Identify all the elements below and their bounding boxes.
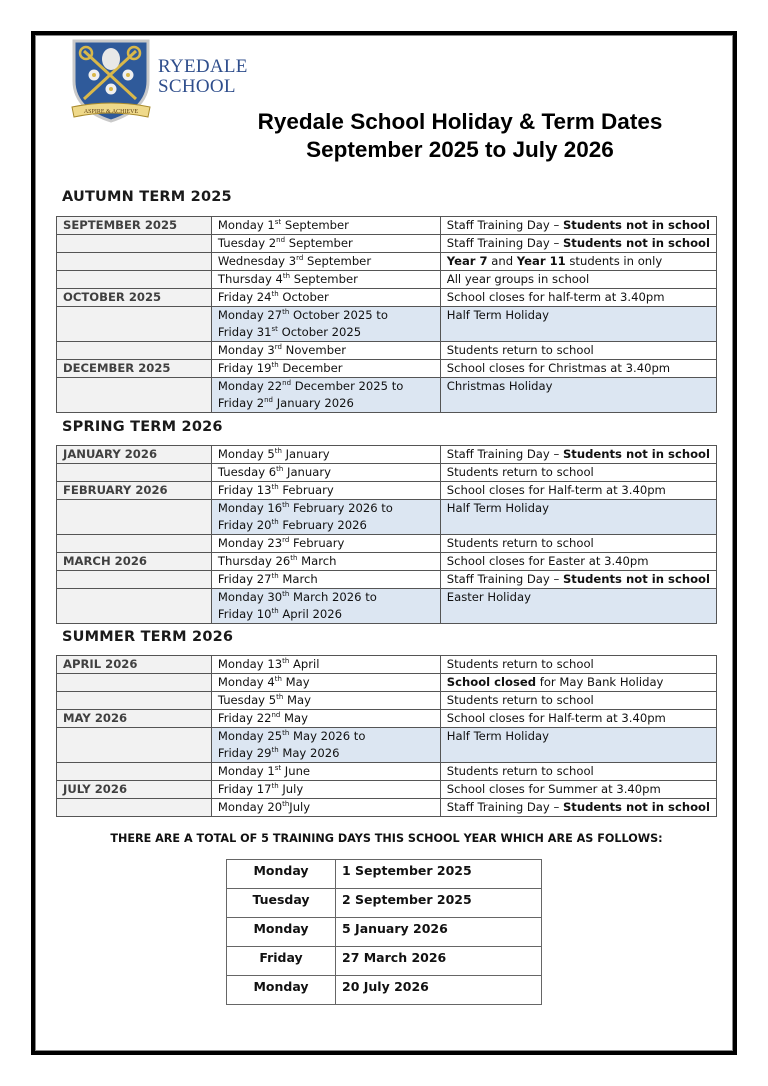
table-row [57,763,717,781]
date-cell: Monday 20thJuly [211,799,440,817]
month-cell [57,571,212,589]
holiday-row [57,589,717,624]
table-row [57,710,717,728]
description-cell: Students return to school [440,535,716,553]
training-days-summary: THERE ARE A TOTAL OF 5 TRAINING DAYS THIS SCHOOL YEAR WHICH ARE AS FOLLOWS: [110,832,663,845]
training-day: Monday [227,918,336,947]
date-cell: Tuesday 5th May [211,692,440,710]
month-cell [57,728,212,763]
description-cell: School closes for half-term at 3.40pm [440,289,716,307]
description-cell: Staff Training Day – Students not in school [440,446,716,464]
description-cell: Students return to school [440,656,716,674]
month-cell [57,271,212,289]
training-days-table [226,859,542,1005]
description-cell: Christmas Holiday [440,378,716,413]
table-row [57,446,717,464]
date-cell: Tuesday 2nd September [211,235,440,253]
page-title [240,108,680,164]
table-row [57,482,717,500]
school-logo [70,37,250,127]
table-row [57,553,717,571]
table-row [57,235,717,253]
month-cell: SEPTEMBER 2025 [57,217,212,235]
month-cell [57,535,212,553]
title-line1: Ryedale School Holiday & Term Dates [257,109,663,134]
date-cell: Monday 16th February 2026 to Friday 20th February 2026 [211,500,440,535]
date-cell: Monday 25th May 2026 to Friday 29th May 2026 [211,728,440,763]
description-cell: Staff Training Day – Students not in school [440,571,716,589]
month-cell: JULY 2026 [57,781,212,799]
month-cell: DECEMBER 2025 [57,360,212,378]
term-heading-summer: SUMMER TERM 2026 [62,629,234,645]
description-cell: Half Term Holiday [440,728,716,763]
month-cell [57,799,212,817]
description-cell: Students return to school [440,763,716,781]
training-date: 2 September 2025 [336,889,542,918]
term-heading-spring: SPRING TERM 2026 [62,419,223,435]
training-day: Monday [227,860,336,889]
training-day: Monday [227,976,336,1005]
date-cell: Friday 13th February [211,482,440,500]
school-name-line1: RYEDALE [158,56,248,77]
training-row [227,976,542,1005]
description-cell: Students return to school [440,342,716,360]
month-cell [57,500,212,535]
month-cell: APRIL 2026 [57,656,212,674]
school-name-line2: SCHOOL [158,76,236,97]
month-cell: JANUARY 2026 [57,446,212,464]
date-cell: Monday 5th January [211,446,440,464]
description-cell: School closes for Easter at 3.40pm [440,553,716,571]
table-row [57,799,717,817]
date-cell: Friday 24th October [211,289,440,307]
month-cell [57,253,212,271]
month-cell: OCTOBER 2025 [57,289,212,307]
description-cell: School closes for Half-term at 3.40pm [440,482,716,500]
school-crest-icon [70,37,152,125]
holiday-row [57,307,717,342]
description-cell: School closes for Half-term at 3.40pm [440,710,716,728]
description-cell: All year groups in school [440,271,716,289]
table-row [57,271,717,289]
holiday-row [57,728,717,763]
date-cell: Monday 23rd February [211,535,440,553]
table-row [57,360,717,378]
month-cell [57,464,212,482]
date-cell: Monday 1st June [211,763,440,781]
month-cell [57,378,212,413]
month-cell: MARCH 2026 [57,553,212,571]
month-cell [57,342,212,360]
spring-term-table [56,445,717,624]
training-row [227,947,542,976]
autumn-term-table [56,216,717,413]
description-cell: School closed for May Bank Holiday [440,674,716,692]
date-cell: Monday 13th April [211,656,440,674]
table-row [57,289,717,307]
date-cell: Friday 22nd May [211,710,440,728]
description-cell: Half Term Holiday [440,307,716,342]
month-cell [57,235,212,253]
description-cell: Staff Training Day – Students not in school [440,799,716,817]
description-cell: Staff Training Day – Students not in school [440,235,716,253]
date-cell: Friday 27th March [211,571,440,589]
month-cell [57,307,212,342]
title-line2: September 2025 to July 2026 [306,137,614,162]
school-name [158,57,248,97]
date-cell: Monday 30th March 2026 to Friday 10th April 2026 [211,589,440,624]
month-cell [57,589,212,624]
training-day: Friday [227,947,336,976]
date-cell: Monday 1st September [211,217,440,235]
table-row [57,253,717,271]
date-cell: Monday 3rd November [211,342,440,360]
date-cell: Thursday 26th March [211,553,440,571]
date-cell: Thursday 4th September [211,271,440,289]
description-cell: Year 7 and Year 11 students in only [440,253,716,271]
holiday-row [57,378,717,413]
description-cell: Easter Holiday [440,589,716,624]
table-row [57,571,717,589]
month-cell [57,674,212,692]
table-row [57,692,717,710]
month-cell: FEBRUARY 2026 [57,482,212,500]
training-row [227,918,542,947]
training-day: Tuesday [227,889,336,918]
date-cell: Monday 27th October 2025 to Friday 31st October 2025 [211,307,440,342]
date-cell: Wednesday 3rd September [211,253,440,271]
table-row [57,674,717,692]
training-row [227,889,542,918]
date-cell: Monday 4th May [211,674,440,692]
description-cell: School closes for Summer at 3.40pm [440,781,716,799]
table-row [57,535,717,553]
table-row [57,342,717,360]
date-cell: Friday 19th December [211,360,440,378]
training-date: 5 January 2026 [336,918,542,947]
date-cell: Monday 22nd December 2025 to Friday 2nd January 2026 [211,378,440,413]
training-date: 1 September 2025 [336,860,542,889]
training-date: 27 March 2026 [336,947,542,976]
description-cell: Staff Training Day – Students not in school [440,217,716,235]
table-row [57,656,717,674]
month-cell [57,692,212,710]
description-cell: Half Term Holiday [440,500,716,535]
training-row [227,860,542,889]
description-cell: School closes for Christmas at 3.40pm [440,360,716,378]
motto-text: ASPIRE & ACHIEVE [83,109,139,115]
table-row [57,781,717,799]
month-cell [57,763,212,781]
holiday-row [57,500,717,535]
date-cell: Friday 17th July [211,781,440,799]
table-row [57,464,717,482]
summer-term-table [56,655,717,817]
month-cell: MAY 2026 [57,710,212,728]
table-row [57,217,717,235]
description-cell: Students return to school [440,692,716,710]
training-date: 20 July 2026 [336,976,542,1005]
description-cell: Students return to school [440,464,716,482]
date-cell: Tuesday 6th January [211,464,440,482]
term-heading-autumn: AUTUMN TERM 2025 [62,189,232,205]
